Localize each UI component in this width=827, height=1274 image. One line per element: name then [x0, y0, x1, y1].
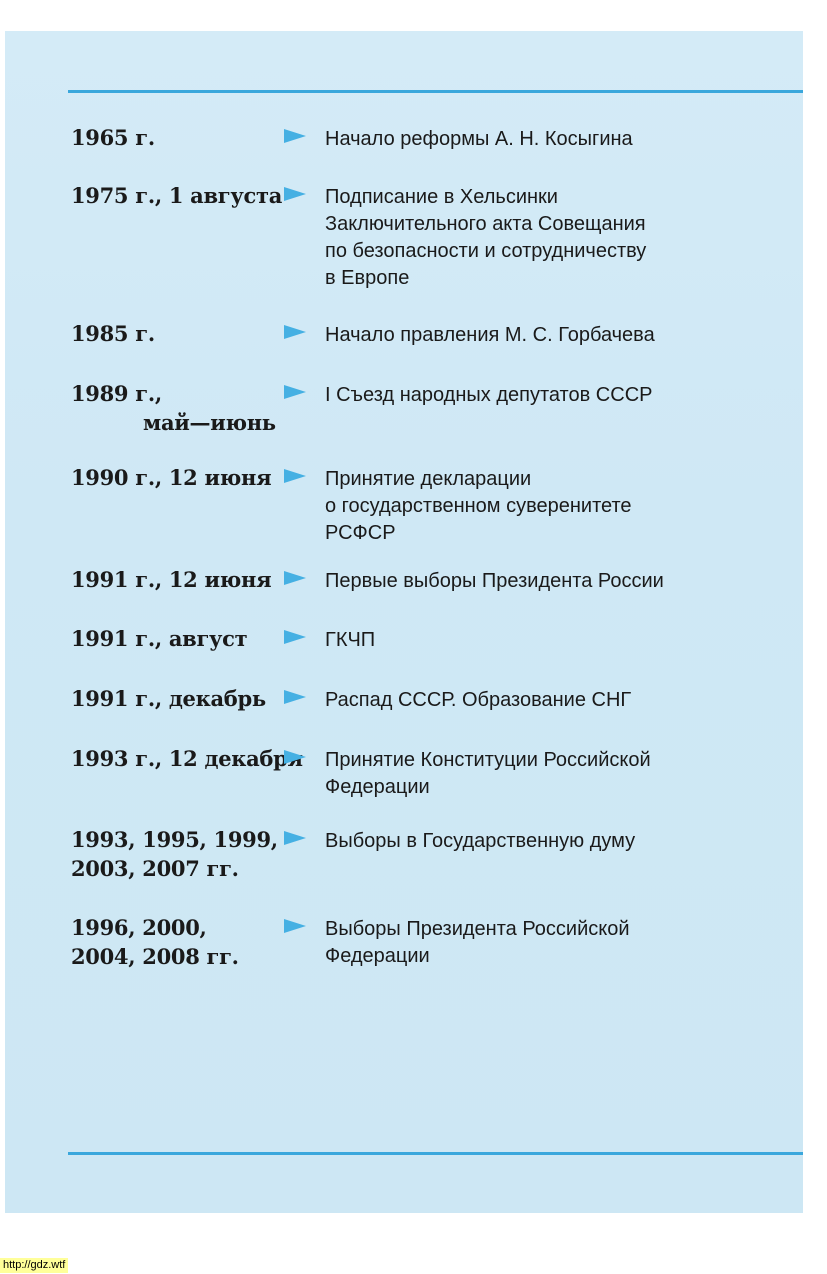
arrow-right-icon	[284, 831, 306, 845]
arrow-right-icon	[284, 325, 306, 339]
arrow-right-icon	[284, 571, 306, 585]
timeline-event: Подписание в Хельсинки Заключительного акта Совещания по безопасности и сотрудничеству в Европе	[325, 186, 647, 289]
timeline-event: Начало реформы А. Н. Косыгина	[325, 128, 633, 150]
arrow-right-icon	[284, 469, 306, 483]
timeline-page	[5, 31, 803, 1213]
timeline-date: 1965 г.	[71, 125, 155, 150]
timeline-date: 1985 г.	[71, 321, 155, 346]
arrow-right-icon	[284, 630, 306, 644]
timeline-event: Первые выборы Президента России	[325, 570, 664, 592]
timeline-date: 1991 г., декабрь	[71, 686, 266, 711]
timeline-date: 1990 г., 12 июня	[71, 465, 272, 490]
timeline-event: ГКЧП	[325, 629, 376, 651]
timeline-event: Начало правления М. С. Горбачева	[325, 324, 655, 346]
timeline-event: Распад СССР. Образование СНГ	[325, 689, 632, 711]
timeline-event: Принятие Конституции Российской Федерации	[325, 749, 651, 798]
timeline-date: 1991 г., 12 июня	[71, 567, 272, 592]
arrow-right-icon	[284, 385, 306, 399]
bottom-rule	[68, 1152, 803, 1155]
timeline-event: Выборы Президента Российской Федерации	[325, 918, 630, 967]
watermark-link[interactable]: http://gdz.wtf	[0, 1258, 68, 1273]
timeline-date: 1996, 2000, 2004, 2008 гг.	[71, 915, 239, 969]
timeline-event: Выборы в Государственную думу	[325, 830, 636, 852]
timeline-event: Принятие декларации о государственном суверенитете РСФСР	[325, 468, 632, 544]
arrow-right-icon	[284, 750, 306, 764]
timeline-date: 1993, 1995, 1999, 2003, 2007 гг.	[71, 827, 278, 881]
timeline-date: 1989 г., май—июнь	[71, 381, 276, 435]
arrow-right-icon	[284, 919, 306, 933]
top-rule	[68, 90, 803, 93]
arrow-right-icon	[284, 187, 306, 201]
arrow-right-icon	[284, 129, 306, 143]
timeline-date: 1991 г., август	[71, 626, 248, 651]
timeline-date: 1993 г., 12 декабря	[71, 746, 303, 771]
timeline-event: I Съезд народных депутатов СССР	[325, 384, 653, 406]
arrow-right-icon	[284, 690, 306, 704]
timeline-date: 1975 г., 1 августа	[71, 183, 282, 208]
